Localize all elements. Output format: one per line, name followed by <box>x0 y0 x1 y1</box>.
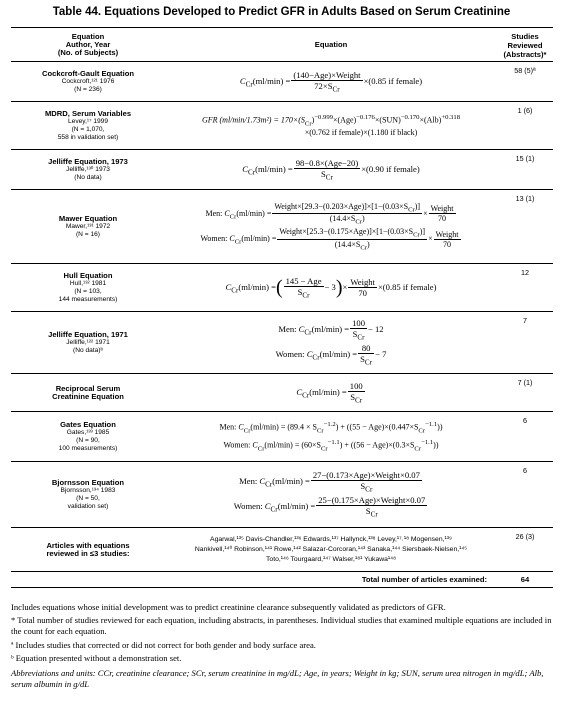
equation-subjects: 144 measurements) <box>58 295 118 303</box>
fraction: $\frac{\text{25−(0.175×Age)×Weight×0.07}}{S_{Cr}}$ <box>318 495 426 519</box>
equation-author: Levey,¹⁷ 1999 <box>67 117 109 125</box>
equation-formula <box>165 190 497 264</box>
fraction: $\frac{80}{S_{Cr}}$ <box>360 343 373 367</box>
equation-author: Bjornsson,¹³⁴ 1983 <box>60 486 116 494</box>
equation-author: Cockcroft,¹²¹ 1976 <box>61 77 115 85</box>
header-line: (No. of Subjects) <box>57 47 119 57</box>
equation-info <box>11 462 165 528</box>
equation-author: Gates,¹³³ 1985 <box>66 428 110 436</box>
equation-subjects: validation set) <box>67 502 109 510</box>
header-line: Equation <box>71 31 105 41</box>
articles-label-line: Articles with equations <box>46 540 130 550</box>
table-row <box>11 462 553 528</box>
formula-line: $C_{Cr}(ml/\min)$ = $\frac{\text{98−0.8×(Age−20)}}{S_{Cr}}$ ×(0.90 if female) <box>242 157 420 182</box>
footnote: ᵇ Equation presented without a demonstration set. <box>11 653 182 664</box>
table-title: Table 44. Equations Developed to Predict GFR in Adults Based on Serum Creatinine <box>52 6 511 18</box>
formula-line: GFR $(ml/\min/1.73m^2) = 170\times(S_{Cr})^{-0.999}\times(Age)^{-0.176}\times(SUN)^{-0.170}\times(Alb)^{+0.318}$ <box>201 113 461 128</box>
equation-subjects: (N = 236) <box>74 85 102 93</box>
table-row <box>11 102 553 150</box>
fraction: $\frac{\text{98−0.8×(Age−20)}}{S_{Cr}}$ <box>295 157 359 182</box>
studies-count: 13 (1) <box>497 190 553 264</box>
articles-line: Toto,¹⁴⁶ Tourgaard,¹⁴⁷ Walser,¹⁸¹ Yukawa¹⁴⁸ <box>266 555 396 563</box>
equation-info <box>11 412 165 462</box>
table-header-row <box>11 28 553 62</box>
equation-formula <box>165 412 497 462</box>
articles-label <box>11 528 165 572</box>
equation-formula <box>165 462 497 528</box>
total-value: 64 <box>497 572 553 588</box>
equation-subjects: 100 measurements) <box>58 444 118 452</box>
formula-line: ×(0.762 if female)×(1.180 if black) <box>304 128 418 138</box>
table-row <box>11 150 553 190</box>
studies-count: 6 <box>497 412 553 462</box>
equation-formula <box>165 374 497 412</box>
studies-count: 58 (5)ª <box>497 62 553 102</box>
footnote: Abbreviations and units: CCr, creatinine clearance; SCr, serum creatinine in mg/dL; Age, in years; Weight in kg; SUN, serum urea nitrogen in mg/dL; Alb, serum albumin in g/dL <box>11 667 544 689</box>
equation-formula <box>165 62 497 102</box>
equation-info <box>11 62 165 102</box>
equation-name: Gates Equation <box>60 419 116 429</box>
total-label: Total number of articles examined: <box>11 572 497 588</box>
formula-line: Men: $C_{Cr}(ml/\min)$ = $\frac{100}{S_{Cr}}$ − 12 <box>278 318 384 342</box>
fraction: $\frac{Weight\times[25.3-(0.175\times Age)]\times[1-(0.03\times S_{Cr})]}{(14.4\times S_{Cr})}$ <box>279 227 426 252</box>
equation-name: Jelliffe Equation, 1971 <box>48 329 128 339</box>
equation-author: Jelliffe,¹²² 1971 <box>66 338 110 346</box>
fraction: $\frac{Weight\times[29.3-(0.203\times Age)]\times[1-(0.03\times S_{Cr})]}{(14.4\times S_{Cr})}$ <box>274 201 421 226</box>
equation-formula <box>165 312 497 374</box>
header-equation: Equation <box>165 28 497 62</box>
fraction: $\frac{\text{Weight}}{70}$ <box>350 277 375 298</box>
studies-count: 12 <box>497 264 553 312</box>
footnote: Includes equations whose initial development was to predict creatinine clearance subsequently validated as predictors of GFR. <box>11 602 446 612</box>
equation-subjects: (N = 90, <box>76 436 100 444</box>
equation-subjects: 558 in validation set) <box>57 133 119 141</box>
equation-subjects: (No data) <box>74 173 102 181</box>
fraction: $\frac{100}{S_{Cr}}$ <box>352 318 366 342</box>
studies-count: 7 <box>497 312 553 374</box>
equation-formula <box>165 150 497 190</box>
studies-count: 15 (1) <box>497 150 553 190</box>
fraction: $\frac{100}{S_{Cr}}$ <box>349 380 363 405</box>
fraction: $\frac{\text{Weight}}{70}$ <box>435 229 459 249</box>
header-line: Reviewed <box>507 41 543 50</box>
footnote: * Total number of studies reviewed for each equation, including abstracts, in parentheses. Individual studies that examined multiple equations are included in the count for each equation. <box>11 614 552 636</box>
equation-name: Jelliffe Equation, 1973 <box>48 156 128 166</box>
equation-info <box>11 312 165 374</box>
table-row <box>11 412 553 462</box>
formula-line: Women: $C_{Cr}(ml/\min)$ = $\frac{\text{25−(0.175×Age)×Weight×0.07}}{S_{Cr}}$ <box>233 495 426 519</box>
table-footnotes <box>11 602 553 692</box>
formula-line: $C_{Cr}(ml/\min)$ = $\frac{\text{(140−Age)×Weight}}{72\times S_{Cr}}$ ×(0.85 if female) <box>239 69 423 94</box>
header-studies <box>497 28 553 62</box>
table-row <box>11 312 553 374</box>
equation-name: MDRD, Serum Variables <box>44 108 132 118</box>
header-line: (Abstracts)* <box>503 50 547 59</box>
studies-count: 6 <box>497 462 553 528</box>
equation-name: Bjornsson Equation <box>51 477 125 487</box>
equation-author: Mawer,¹³¹ 1972 <box>65 222 111 230</box>
studies-count: 1 (6) <box>497 102 553 150</box>
articles-label-line: reviewed in ≤3 studies: <box>46 548 130 558</box>
equation-name: Mawer Equation <box>58 213 118 223</box>
equation-name: Hull Equation <box>63 270 113 280</box>
header-line: Author, Year <box>65 39 111 49</box>
equation-formula <box>165 102 497 150</box>
formula-line: Women: $C_{Cr}(ml/\min)$ = $\frac{Weight\times[25.3-(0.175\times Age)]\times[1-(0.03\times S_{Cr})]}{(14.4\times S_{Cr})}$ × $\frac{\text{Weight}}{70}$ <box>200 227 459 252</box>
formula-line: Women: $C_{Cr}(ml/\min)$ = $\frac{80}{S_{Cr}}$ − 7 <box>275 343 387 367</box>
fraction: $\frac{\text{27−(0.173×Age)×Weight×0.07}}{S_{Cr}}$ <box>312 470 420 494</box>
studies-count: 26 (3) <box>497 528 553 572</box>
equation-info <box>11 190 165 264</box>
equation-subjects: (N = 103, <box>74 287 102 295</box>
table-row <box>11 62 553 102</box>
table-row <box>11 528 553 572</box>
articles-list <box>165 528 497 572</box>
equation-subjects: (No data)ᵇ <box>73 346 103 354</box>
equation-name: Reciprocal Serum <box>55 383 121 393</box>
articles-line: Nankivell,¹⁴⁰ Robinson,¹⁴¹ Rowe,¹⁴² Salazar-Corcoran,¹⁴³ Sanaka,¹⁴⁴ Siersbaek-Nielsen,¹⁴⁵ <box>194 545 468 553</box>
formula-line: Men: $C_{Cr}(ml/\min)$ = $\frac{Weight\times[29.3-(0.203\times Age)]\times[1-(0.03\times S_{Cr})]}{(14.4\times S_{Cr})}$ × $\frac{\text{Weight}}{70}$ <box>205 201 454 226</box>
header-line: Studies <box>511 32 539 41</box>
studies-count: 7 (1) <box>497 374 553 412</box>
equation-info <box>11 150 165 190</box>
equation-subjects: (N = 1,070, <box>71 125 105 133</box>
equation-subjects: (N = 16) <box>75 230 100 238</box>
equation-info <box>11 264 165 312</box>
table-row <box>11 264 553 312</box>
equation-author: Jelliffe,¹³⁰ 1973 <box>66 165 110 173</box>
table-row <box>11 190 553 264</box>
total-row <box>11 572 553 588</box>
equation-author: Hull,¹³² 1981 <box>69 279 107 287</box>
formula-line: $C_{Cr}(ml/\min)$ =( $\frac{\text{145 − Age}}{S_{Cr}}$ − 3)× $\frac{\text{Weight}}{70}$ ×(0.85 if female) <box>225 275 437 300</box>
articles-line: Agarwal,¹³⁵ Davis-Chandler,¹³⁶ Edwards,¹³⁷ Hallynck,¹³⁸ Levey,¹⁷˒¹⁸ Mogensen,¹³⁹ <box>210 535 452 543</box>
equation-name: Creatinine Equation <box>52 391 124 401</box>
equation-name: Cockcroft-Gault Equation <box>42 68 134 78</box>
formula-line: Men: $C_{Cr}(ml/\min) = (89.4 \times S_{Cr}^{-1.2}) + ((55 - Age)\times(0.447\times S_{Cr}^{-1.1}))$ <box>219 421 443 435</box>
fraction: $\frac{\text{145 − Age}}{S_{Cr}}$ <box>285 275 322 300</box>
equation-subjects: (N = 50, <box>76 494 100 502</box>
fraction: $\frac{\text{(140−Age)×Weight}}{72\times S_{Cr}}$ <box>293 69 361 94</box>
header-equation-author <box>11 28 165 62</box>
fraction: $\frac{\text{Weight}}{70}$ <box>430 204 454 224</box>
formula-line: Men: $C_{Cr}(ml/\min)$ = $\frac{\text{27−(0.173×Age)×Weight×0.07}}{S_{Cr}}$ <box>239 470 420 494</box>
equation-info <box>11 374 165 412</box>
equation-formula <box>165 264 497 312</box>
table-row <box>11 374 553 412</box>
equation-info <box>11 102 165 150</box>
formula-line: Women: $C_{Cr}(ml/\min) = (60\times S_{Cr}^{-1.1}) + ((56 - Age)\times(0.3\times S_{Cr}^{-1.1}))$ <box>223 438 439 452</box>
footnote: ª Includes studies that corrected or did not correct for both gender and body surface area. <box>11 640 316 651</box>
gfr-equations-table <box>11 27 553 588</box>
formula-line: $C_{Cr}(ml/\min)$ = $\frac{100}{S_{Cr}}$ <box>296 380 363 405</box>
